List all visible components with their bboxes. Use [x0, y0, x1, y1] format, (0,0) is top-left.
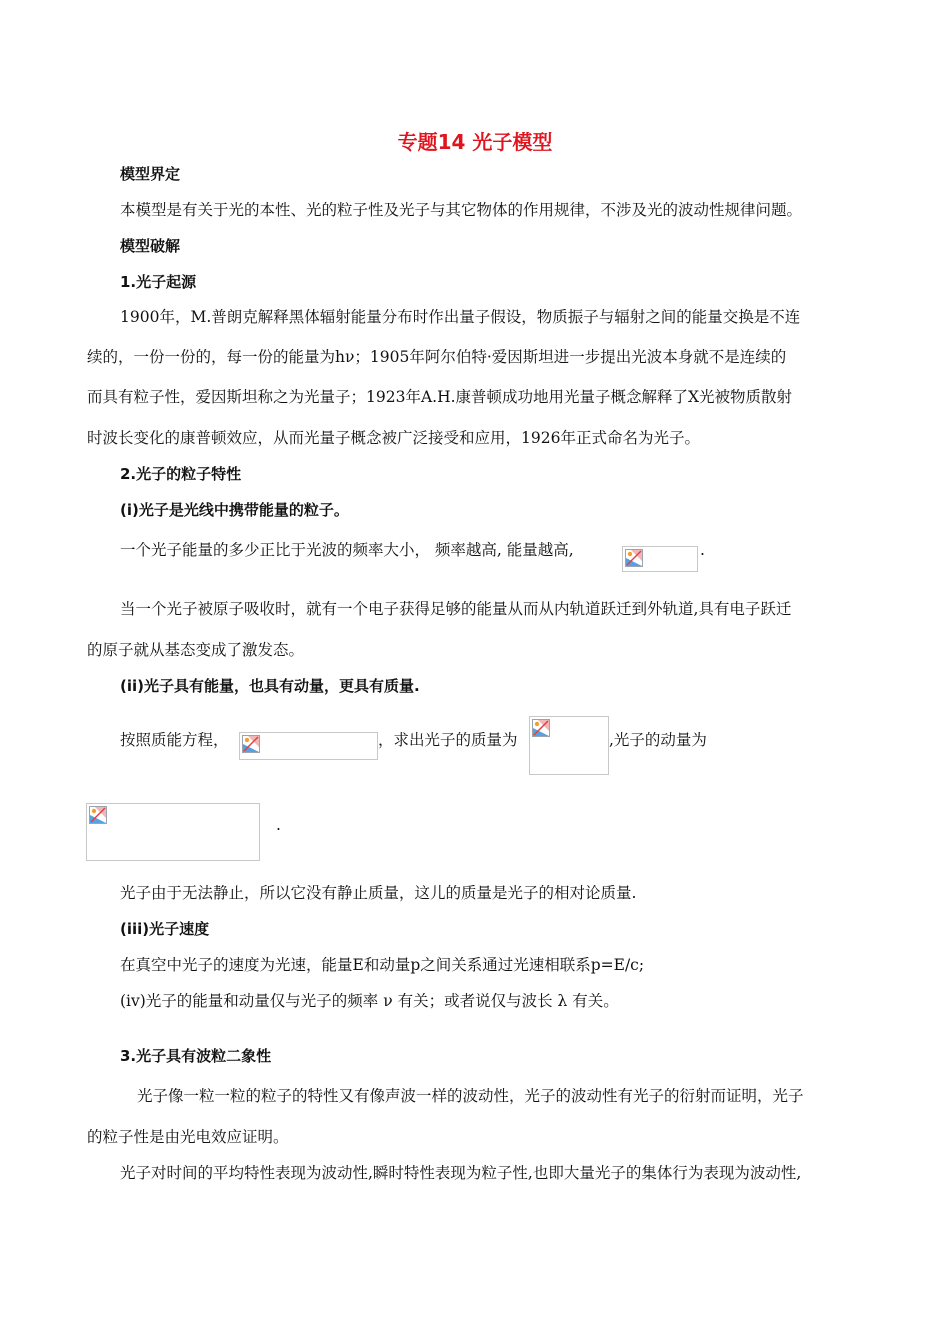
heading-model-define: 模型界定: [120, 165, 181, 183]
paragraph-origin-line4: 时波长变化的康普顿效应，从而光量子概念被广泛接受和应用，1926年正式命名为光子。: [87, 429, 700, 447]
paragraph-origin-line3: 而具有粒子性，爱因斯坦称之为光量子；1923年A.H.康普顿成功地用光量子概念解释了X光被物质散射: [87, 388, 793, 406]
paragraph-absorption-line1: 当一个光子被原子吸收时，就有一个电子获得足够的能量从而从内轨道跃迁到外轨道,具有电子跃迁: [120, 600, 792, 618]
broken-image-icon: [532, 719, 550, 737]
sentence-period: .: [700, 541, 705, 559]
paragraph-energy-frequency: 一个光子能量的多少正比于光波的频率大小， 频率越高, 能量越高,: [120, 541, 574, 559]
broken-image-icon: [625, 549, 643, 567]
paragraph-model-define: 本模型是有关于光的本性、光的粒子性及光子与其它物体的作用规律，不涉及光的波动性规律问题。: [120, 201, 803, 219]
heading-energy-momentum-mass: (ii)光子具有能量，也具有动量，更具有质量.: [120, 677, 420, 695]
broken-image-icon: [242, 735, 260, 753]
paragraph-mass-energy-a: 按照质能方程，: [120, 731, 229, 749]
page-title: 专题14 光子模型: [397, 130, 553, 154]
paragraph-photon-speed: 在真空中光子的速度为光速，能量E和动量p之间关系通过光速相联系p=E/c;: [120, 956, 645, 974]
heading-model-break: 模型破解: [120, 237, 181, 255]
sentence-period: .: [276, 816, 281, 834]
heading-photon-speed: (iii)光子速度: [120, 920, 210, 938]
paragraph-origin-line2: 续的，一份一份的，每一份的能量为hν；1905年阿尔伯特·爱因斯坦进一步提出光波本身就不是连续的: [87, 348, 787, 366]
paragraph-duality-line2: 的粒子性是由光电效应证明。: [87, 1128, 289, 1146]
paragraph-mass-energy-c: ,光子的动量为: [609, 731, 707, 749]
heading-energy-carrier: (i)光子是光线中携带能量的粒子。: [120, 501, 349, 519]
paragraph-mass-energy-b: ，求出光子的质量为: [378, 731, 518, 749]
formula-image-mass-energy: [239, 732, 378, 760]
paragraph-frequency-wavelength: (iv)光子的能量和动量仅与光子的频率 ν 有关；或者说仅与波长 λ 有关。: [120, 992, 619, 1010]
heading-particle-property: 2.光子的粒子特性: [120, 465, 242, 483]
heading-photon-origin: 1.光子起源: [120, 273, 197, 291]
paragraph-relativistic-mass: 光子由于无法静止，所以它没有静止质量，这儿的质量是光子的相对论质量.: [120, 884, 637, 902]
paragraph-duality-line1: 光子像一粒一粒的粒子的特性又有像声波一样的波动性，光子的波动性有光子的衍射而证明，光子: [137, 1087, 804, 1105]
broken-image-icon: [89, 806, 107, 824]
formula-image-energy: [622, 546, 698, 572]
heading-wave-particle-duality: 3.光子具有波粒二象性: [120, 1047, 272, 1065]
paragraph-origin-line1: 1900年，M.普朗克解释黑体辐射能量分布时作出量子假设，物质振子与辐射之间的能量交换是不连: [120, 308, 801, 326]
paragraph-absorption-line2: 的原子就从基态变成了激发态。: [87, 641, 305, 659]
formula-image-photon-mass: [529, 716, 609, 775]
formula-image-photon-momentum: [86, 803, 260, 861]
paragraph-duality-line3: 光子对时间的平均特性表现为波动性,瞬时特性表现为粒子性,也即大量光子的集体行为表现为波动性,: [120, 1164, 802, 1182]
